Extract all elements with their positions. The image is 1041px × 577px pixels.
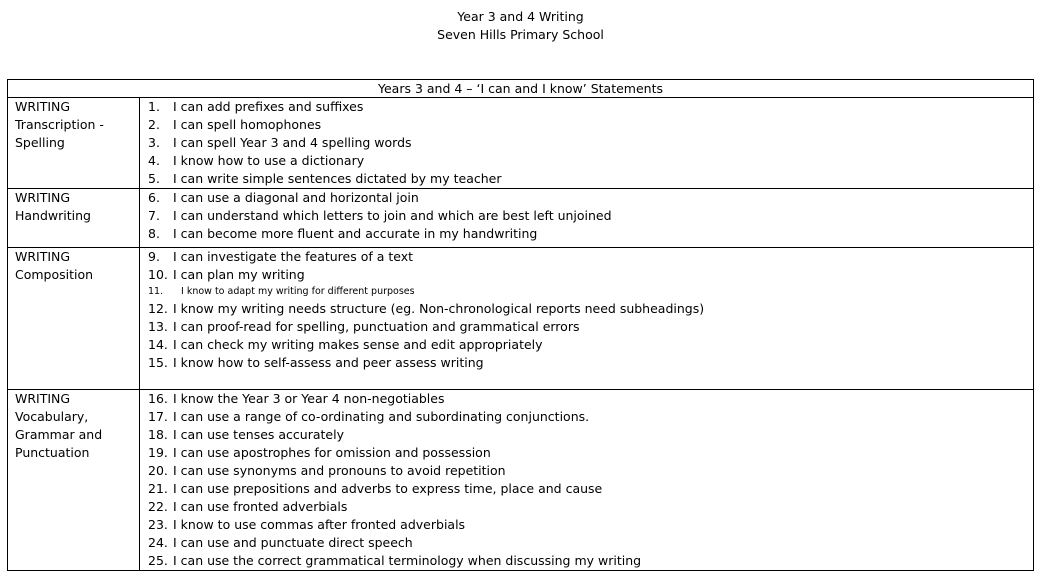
statement-text: I can understand which letters to join and which are best left unjoined [173, 208, 612, 223]
statement-text: I know to use commas after fronted adverbials [173, 517, 466, 532]
statement-number: 24. [148, 535, 168, 550]
statement-number: 5. [148, 171, 160, 186]
statement-text: I can become more fluent and accurate in my handwriting [173, 226, 538, 241]
statement-number: 21. [148, 481, 168, 496]
statement-number: 16. [148, 391, 168, 406]
category-cell [8, 189, 140, 248]
statement-number: 13. [148, 319, 168, 334]
category-line: WRITING [15, 99, 71, 114]
statement-item [148, 462, 1033, 480]
category-cell [8, 248, 140, 390]
statement-item [148, 318, 1033, 336]
statement-item [148, 134, 1033, 152]
statement-text: I know how to use a dictionary [173, 153, 365, 168]
statement-text: I can use fronted adverbials [173, 499, 348, 514]
statement-number: 9. [148, 249, 160, 264]
statement-item [148, 284, 1033, 300]
statement-item [148, 152, 1033, 170]
statement-text: I can use and punctuate direct speech [173, 535, 413, 550]
section-row-composition [8, 248, 1034, 390]
statements-cell [140, 98, 1034, 189]
statement-text: I can spell Year 3 and 4 spelling words [173, 135, 412, 150]
statement-text: I can use a diagonal and horizontal join [173, 190, 419, 205]
table-header-row [8, 80, 1034, 98]
statement-text: I can use tenses accurately [173, 427, 344, 442]
category-line: Spelling [15, 135, 65, 150]
statement-item [148, 116, 1033, 134]
statement-text: I can add prefixes and suffixes [173, 99, 364, 114]
category-line: WRITING [15, 190, 71, 205]
statement-text: I know how to self-assess and peer assess writing [173, 355, 484, 370]
statement-text: I know to adapt my writing for different purposes [181, 286, 415, 297]
statement-number: 19. [148, 445, 168, 460]
statement-number: 22. [148, 499, 168, 514]
category-line: WRITING [15, 391, 71, 406]
table-header: Years 3 and 4 – ‘I can and I know’ Statements [8, 80, 1034, 98]
statement-text: I can use synonyms and pronouns to avoid repetition [173, 463, 506, 478]
category-cell [8, 98, 140, 189]
statement-number: 7. [148, 208, 160, 223]
statement-number: 3. [148, 135, 160, 150]
statement-number: 20. [148, 463, 168, 478]
statement-item [148, 266, 1033, 284]
statement-text: I can proof-read for spelling, punctuation and grammatical errors [173, 319, 580, 334]
statement-text: I can use a range of co-ordinating and subordinating conjunctions. [173, 409, 590, 424]
statement-number: 18. [148, 427, 168, 442]
statement-item [148, 390, 1033, 408]
section-row-spelling [8, 98, 1034, 189]
statement-item [148, 516, 1033, 534]
statement-number: 1. [148, 99, 160, 114]
statement-item [148, 336, 1033, 354]
category-line: Composition [15, 267, 94, 282]
category-line: Handwriting [15, 208, 91, 223]
statement-item [148, 444, 1033, 462]
statement-item [148, 225, 1033, 243]
statement-text: I can check my writing makes sense and edit appropriately [173, 337, 543, 352]
category-line: Vocabulary, [15, 409, 89, 424]
statement-item [148, 98, 1033, 116]
statement-item [148, 300, 1033, 318]
statement-text: I can use the correct grammatical terminology when discussing my writing [173, 553, 642, 568]
category-line: Transcription - [15, 117, 104, 132]
statement-number: 25. [148, 553, 168, 568]
statement-text: I can write simple sentences dictated by my teacher [173, 171, 502, 186]
statements-table [7, 79, 1034, 571]
statement-item [148, 207, 1033, 225]
category-line: Punctuation [15, 445, 90, 460]
statement-text: I can plan my writing [173, 267, 305, 282]
statement-item [148, 480, 1033, 498]
statement-text: I know my writing needs structure (eg. Non-chronological reports need subheadings) [173, 301, 705, 316]
statements-cell [140, 189, 1034, 248]
category-line: WRITING [15, 249, 71, 264]
section-row-handwriting [8, 189, 1034, 248]
statement-number: 15. [148, 355, 168, 370]
school-name: Seven Hills Primary School [437, 27, 604, 42]
statement-text: I know the Year 3 or Year 4 non-negotiables [173, 391, 445, 406]
statement-item [148, 534, 1033, 552]
document-title: Year 3 and 4 Writing [457, 9, 584, 24]
statement-number: 23. [148, 517, 168, 532]
statement-number: 14. [148, 337, 168, 352]
category-line: Grammar and [15, 427, 103, 442]
statement-text: I can spell homophones [173, 117, 322, 132]
statement-number: 4. [148, 153, 160, 168]
section-row-grammar [8, 390, 1034, 571]
statement-item [148, 408, 1033, 426]
statement-number: 17. [148, 409, 168, 424]
statement-number: 11. [148, 286, 164, 297]
statement-item [148, 189, 1033, 207]
statement-item [148, 426, 1033, 444]
category-cell [8, 390, 140, 571]
statement-item [148, 498, 1033, 516]
statements-cell [140, 390, 1034, 571]
statement-number: 12. [148, 301, 168, 316]
statement-number: 10. [148, 267, 168, 282]
statement-text: I can use apostrophes for omission and possession [173, 445, 491, 460]
statement-item [148, 248, 1033, 266]
statement-number: 6. [148, 190, 160, 205]
statement-text: I can use prepositions and adverbs to express time, place and cause [173, 481, 603, 496]
statement-item [148, 170, 1033, 188]
statement-number: 2. [148, 117, 160, 132]
statement-number: 8. [148, 226, 160, 241]
statement-item [148, 354, 1033, 372]
statement-item [148, 552, 1033, 570]
statements-cell [140, 248, 1034, 390]
statement-text: I can investigate the features of a text [173, 249, 414, 264]
